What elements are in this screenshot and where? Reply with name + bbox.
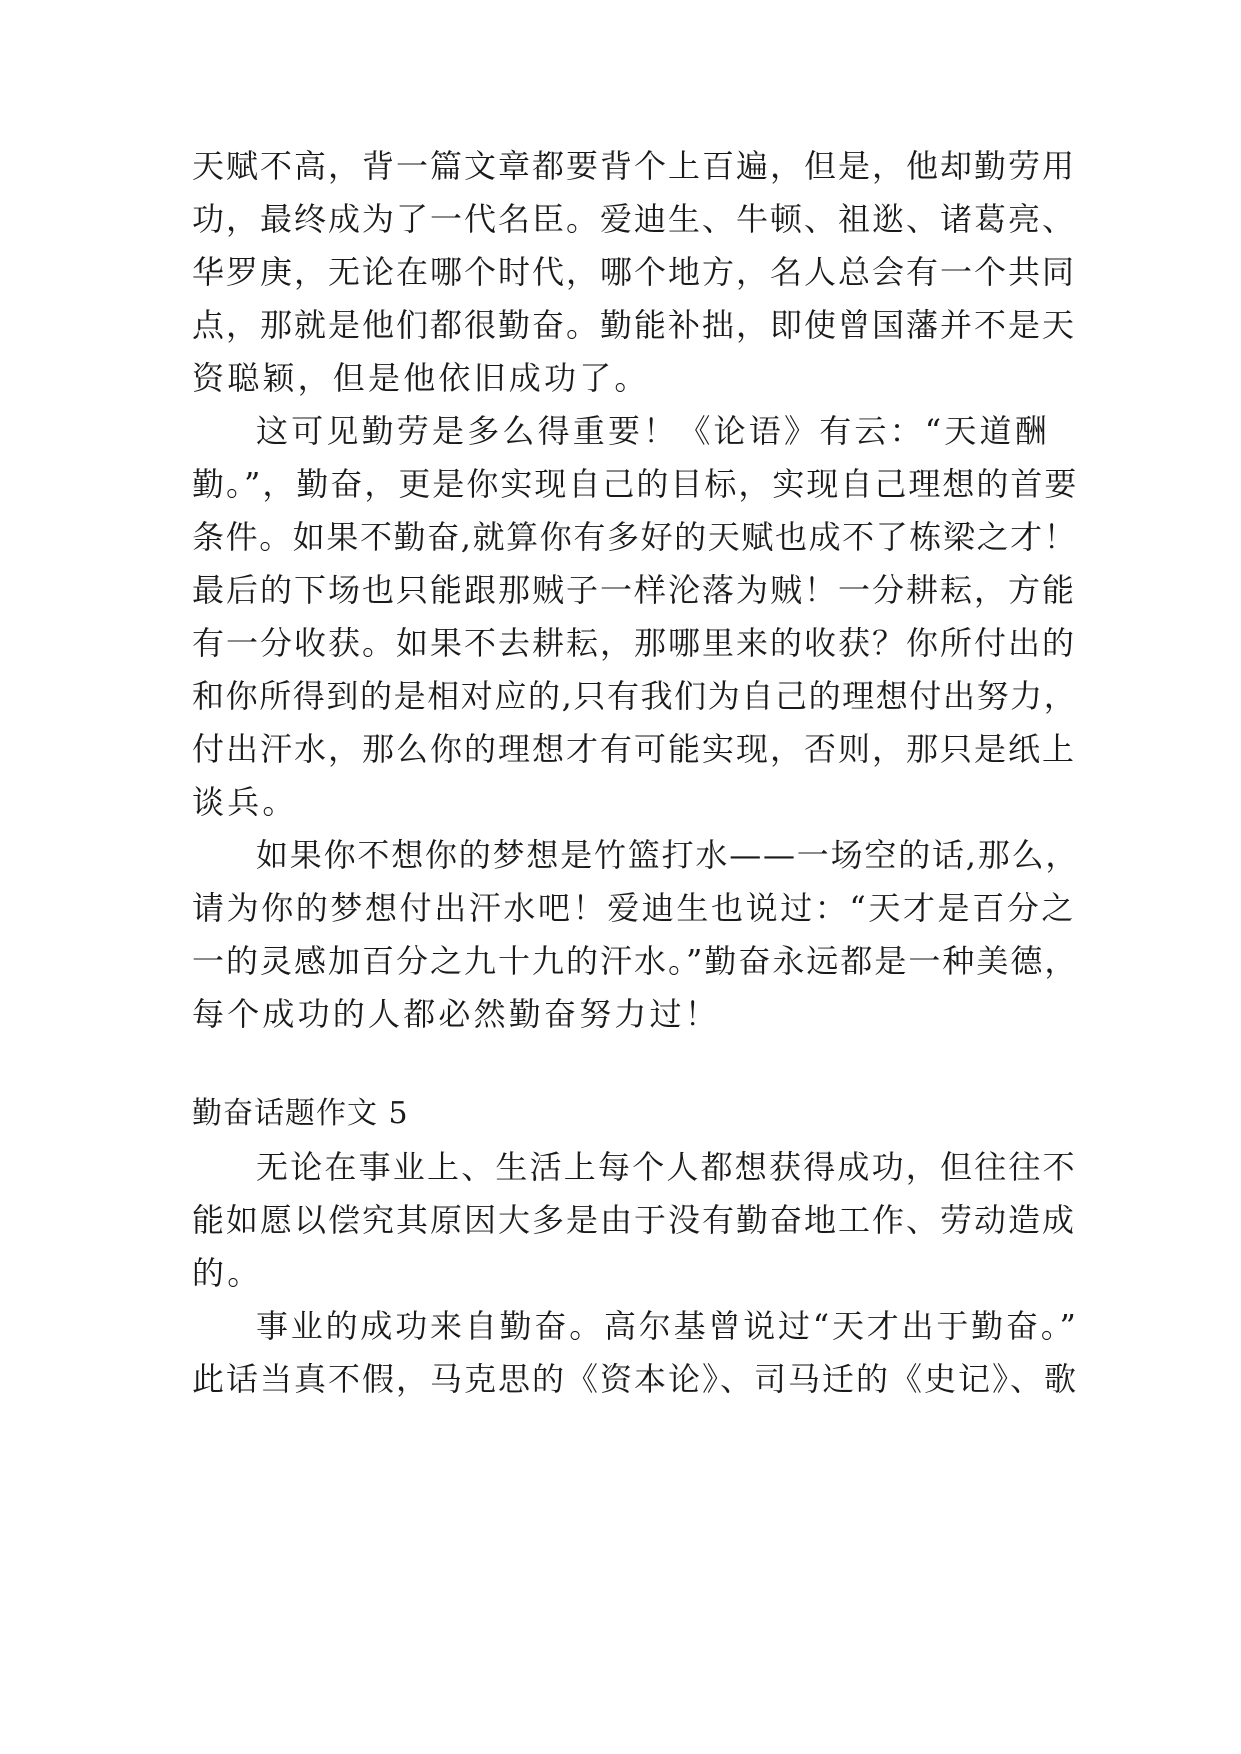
paragraph-3-line-1: 如果你不想你的梦想是竹篮打水——一场空的话,那么， [256, 836, 1080, 874]
paragraph-5-line-2: 此话当真不假，马克思的《资本论》、司马迁的《史记》、歌 [192, 1360, 1079, 1398]
paragraph-1-line-1: 天赋不高，背一篇文章都要背个上百遍，但是，他却勤劳用 [192, 147, 1077, 185]
paragraph-2-line-2: 勤。”，勤奋，更是你实现自己的目标，实现自己理想的首要 [192, 465, 1079, 503]
paragraph-3-line-2: 请为你的梦想付出汗水吧！爱迪生也说过：“天才是百分之 [192, 889, 1076, 927]
paragraph-2-line-3: 条件。如果不勤奋,就算你有多好的天赋也成不了栋梁之才！ [192, 518, 1078, 556]
paragraph-2-line-5: 有一分收获。如果不去耕耘，那哪里来的收获？你所付出的 [192, 624, 1077, 662]
paragraph-2-line-6: 和你所得到的是相对应的,只有我们为自己的理想付出努力， [192, 677, 1078, 715]
paragraph-4-line-2: 能如愿以偿究其原因大多是由于没有勤奋地工作、劳动造成 [192, 1201, 1077, 1239]
paragraph-4-line-1: 无论在事业上、生活上每个人都想获得成功，但往往不 [256, 1148, 1077, 1186]
paragraph-2-line-4: 最后的下场也只能跟那贼子一样沦落为贼！一分耕耘，方能 [192, 571, 1077, 609]
paragraph-5-line-1: 事业的成功来自勤奋。高尔基曾说过“天才出于勤奋。” [256, 1307, 1079, 1345]
paragraph-1-line-4: 点，那就是他们都很勤奋。勤能补拙，即使曾国藩并不是天 [192, 306, 1077, 344]
paragraph-1-line-3: 华罗庚，无论在哪个时代，哪个地方，名人总会有一个共同 [192, 253, 1077, 291]
paragraph-3-line-4: 每个成功的人都必然勤奋努力过！ [192, 995, 721, 1033]
section-heading: 勤奋话题作文 5 [192, 1096, 409, 1131]
paragraph-2-line-1: 这可见勤劳是多么得重要！《论语》有云：“天道酬 [256, 412, 1050, 450]
paragraph-2-line-8: 谈兵。 [192, 783, 298, 821]
paragraph-2-line-7: 付出汗水，那么你的理想才有可能实现，否则，那只是纸上 [192, 730, 1077, 768]
paragraph-4-line-3: 的。 [192, 1254, 263, 1292]
paragraph-1-line-2: 功，最终成为了一代名臣。爱迪生、牛顿、祖逖、诸葛亮、 [192, 200, 1077, 238]
paragraph-1-line-5: 资聪颖，但是他依旧成功了。 [192, 359, 650, 397]
paragraph-3-line-3: 一的灵感加百分之九十九的汗水。”勤奋永远都是一种美德， [192, 942, 1079, 980]
